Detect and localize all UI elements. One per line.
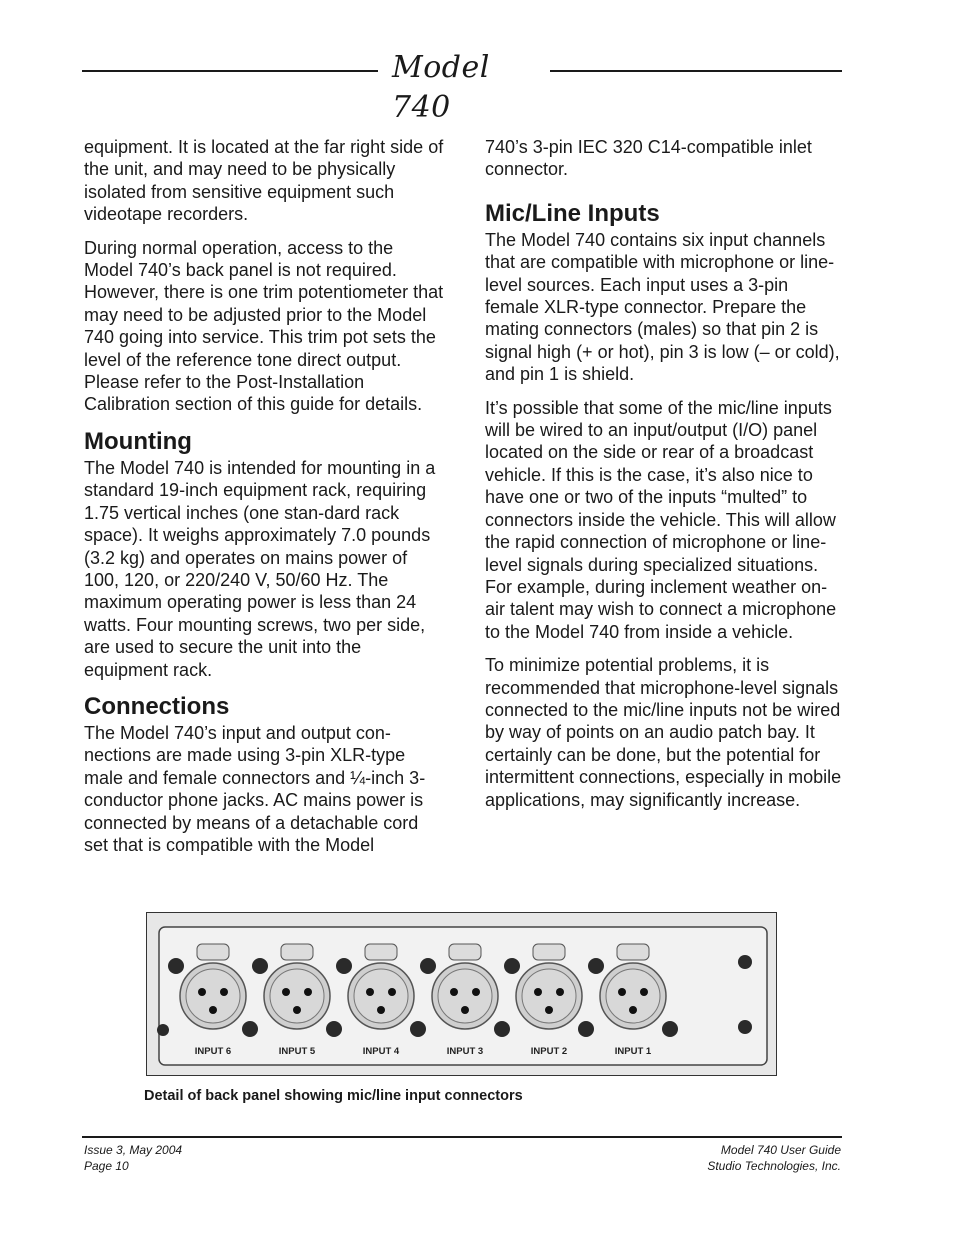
connector-label: INPUT 5 xyxy=(278,1046,316,1057)
paragraph-mic-inputs: The Model 740 contains six input channels that are compatible with microphone or line-level sources. Each input uses a 3-pin female XLR-type connector. Prepare the mating connectors (males) so that pin 2 is signal high (+ or hot), pin 3 is low (– or cold), and pin 1 is shield. xyxy=(485,229,840,385)
paragraph-back-panel: During normal operation, access to the Model 740’s back panel is not required. However, there is one trim potentiometer that may need to be adjusted prior to the Model 740 going into service. This trim pot sets the level of the reference tone direct output. Please refer to the Post-Installation Calibration section of this guide for details. xyxy=(84,237,444,415)
left-column xyxy=(84,136,444,867)
footer-rule xyxy=(82,1136,842,1138)
heading-mic-line-inputs: Mic/Line Inputs xyxy=(485,199,660,227)
connector-label: INPUT 3 xyxy=(446,1046,484,1057)
company-name: Studio Technologies, Inc. xyxy=(707,1158,841,1173)
connector-label: INPUT 1 xyxy=(614,1046,652,1057)
paragraph-connections: The Model 740’s input and output con-nections are made using 3-pin XLR-type male and female connectors and ¼-inch 3-conductor phone jacks. AC mains power is connected by means of a detachable cord set that is compatible with the Model xyxy=(84,722,426,855)
guide-title: Model 740 User Guide xyxy=(720,1143,841,1157)
header-rule-right xyxy=(550,70,842,72)
footer-right xyxy=(707,1143,841,1174)
paragraph-inlet-continuation: 740’s 3-pin IEC 320 C14-compatible inlet connector. xyxy=(485,137,812,180)
back-panel-illustration xyxy=(147,913,778,1077)
paragraph-mounting: The Model 740 is intended for mounting in a standard 19-inch equipment rack, requiring 1.75 vertical inches (one stan-dard rack space). It weighs approximately 7.0 pounds (3.2 kg) and operates on mains power of 100, 120, or 220/240 V, 50/60 Hz. The maximum operating power is less than 24 watts. Four mounting screws, two per side, are used to secure the unit into the equipment rack. xyxy=(84,457,436,680)
connector-label: INPUT 2 xyxy=(530,1046,568,1057)
connector-label: INPUT 4 xyxy=(362,1046,400,1057)
page-number: Page 10 xyxy=(84,1158,129,1173)
page-title: Model 740 xyxy=(392,50,490,125)
heading-connections: Connections xyxy=(84,692,230,720)
header-rule-left xyxy=(82,70,378,72)
figure-caption: Detail of back panel showing mic/line input connectors xyxy=(144,1088,523,1104)
paragraph-io-panel: It’s possible that some of the mic/line inputs will be wired to an input/output (I/O) panel located on the side or rear of a broadcast vehicle. If this is the case, it’s also nice to have one or two of the inputs “multed” to connectors inside the vehicle. This will allow the rapid connection of microphone or line-level signals during specialized situations. For example, during inclement weather on-air talent may wish to connect a microphone to the Model 740 from inside a vehicle. xyxy=(485,397,837,642)
right-column xyxy=(485,136,845,822)
paragraph-patch-bay: To minimize potential problems, it is recommended that microphone-level signals connected to the mic/line inputs not be wired by way of points on an audio patch bay. It certainly can be done, but the potential for intermittent connections, especially in mobile applications, may significantly increase. xyxy=(485,655,842,810)
issue-date: Issue 3, May 2004 xyxy=(84,1143,183,1157)
paragraph-continuation: equipment. It is located at the far right side of the unit, and may need to be physically isolated from sensitive equipment such videotape recorders. xyxy=(84,137,444,225)
connector-label: INPUT 6 xyxy=(194,1046,232,1057)
heading-mounting: Mounting xyxy=(84,427,192,455)
footer-left xyxy=(84,1143,182,1174)
back-panel-figure xyxy=(146,912,777,1076)
